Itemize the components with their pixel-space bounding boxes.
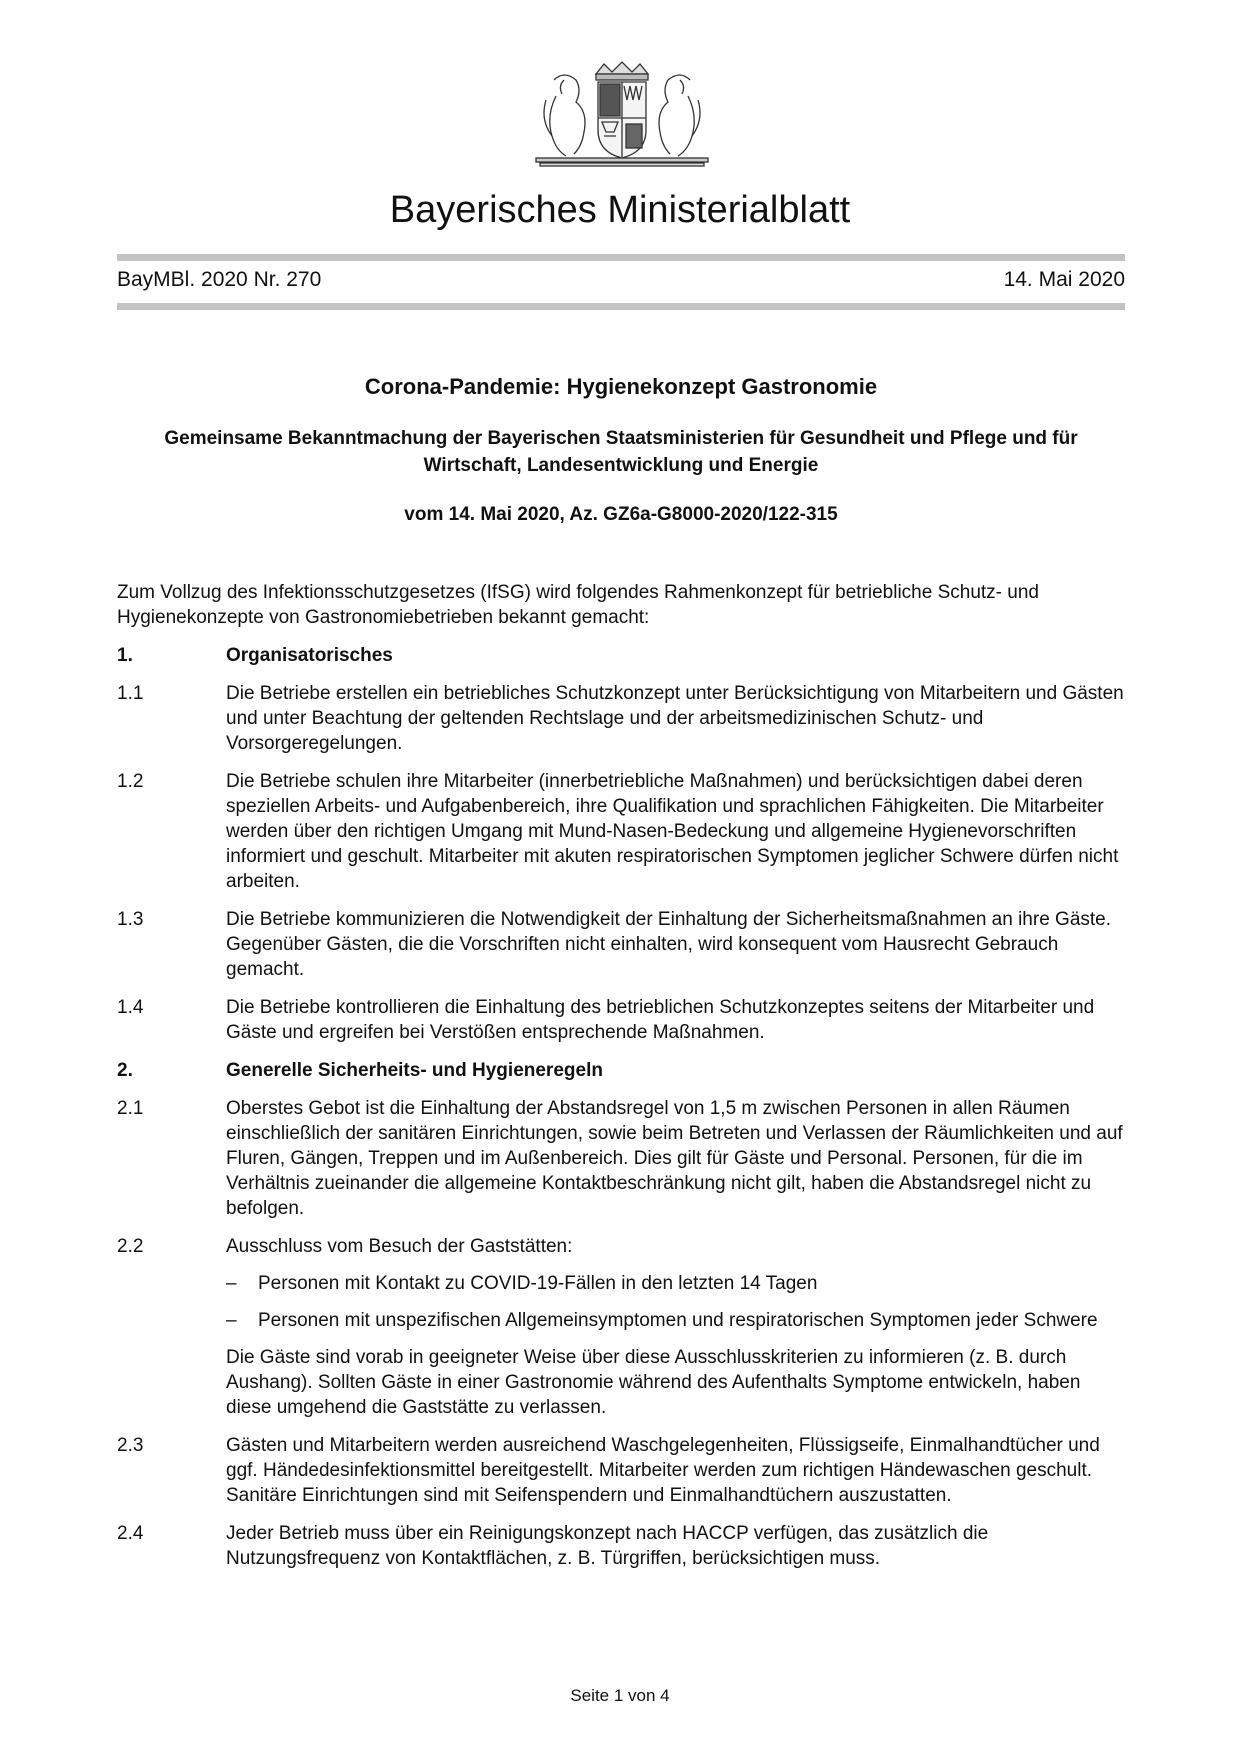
dash-bullet-icon: – — [226, 1310, 237, 1331]
paragraph-body — [226, 769, 1125, 894]
document-body — [117, 580, 1125, 1584]
dash-bullet-icon: – — [226, 1273, 237, 1294]
numbered-paragraph — [117, 1234, 1125, 1420]
paragraph-number: 2.1 — [117, 1098, 144, 1119]
numbered-paragraph — [117, 681, 1125, 756]
paragraph-text: Oberstes Gebot ist die Einhaltung der Abstandsregel von 1,5 m zwischen Personen in allen Räumen einschließlich der sanitären Einrichtungen, sowie beim Betreten und Verlassen der Räumlichkeiten und auf Fluren, Gängen, Treppen und im Außenbereich. Dies gilt für Gäste und Personal. Personen, für die im Verhältnis zueinander die allgemeine Kontaktbeschränkung nicht gilt, haben die Abstandsregel nicht zu befolgen. — [226, 1098, 1123, 1219]
numbered-paragraph — [117, 769, 1125, 894]
top-divider — [117, 254, 1125, 261]
issue-header — [117, 267, 1125, 293]
numbered-paragraph — [117, 1096, 1125, 1221]
numbered-paragraph — [117, 1521, 1125, 1571]
section-title: Generelle Sicherheits- und Hygieneregeln — [226, 1060, 603, 1081]
document-reference: vom 14. Mai 2020, Az. GZ6a-G8000-2020/122-315 — [404, 504, 838, 525]
intro-paragraph: Zum Vollzug des Infektionsschutzgesetzes (IfSG) wird folgendes Rahmenkonzept für betriebliche Schutz- und Hygienekonzepte von Gastronomiebetrieben bekannt gemacht: — [117, 582, 1039, 628]
issue-number: BayMBl. 2020 Nr. 270 — [117, 268, 322, 291]
subtitle-line: Wirtschaft, Landesentwicklung und Energie — [423, 455, 819, 476]
paragraph-number: 1.4 — [117, 997, 144, 1018]
sections — [117, 643, 1125, 1571]
paragraph-body — [226, 995, 1125, 1045]
numbered-paragraph — [117, 1433, 1125, 1508]
paragraph-text: Ausschluss vom Besuch der Gaststätten: — [226, 1236, 573, 1257]
paragraph-body — [226, 681, 1125, 756]
numbered-paragraph — [117, 995, 1125, 1045]
subtitle-line: Gemeinsame Bekanntmachung der Bayerischen Staatsministerien für Gesundheit und Pflege und für — [164, 428, 1078, 449]
paragraph-body — [226, 907, 1125, 982]
paragraph-number: 1.2 — [117, 771, 144, 792]
paragraph-number: 2.3 — [117, 1435, 144, 1456]
paragraph-body — [226, 1433, 1125, 1508]
section-title: Organisatorisches — [226, 645, 393, 666]
paragraph-number: 2.2 — [117, 1236, 144, 1257]
paragraph-text: Die Gäste sind vorab in geeigneter Weise über diese Ausschlusskriterien zu informieren (z. B. durch Aushang). Sollten Gäste in einer Gastronomie während des Aufenthalts Symptome entwickeln, haben diese umgehend die Gaststätte zu verlassen. — [226, 1347, 1081, 1418]
bavarian-coat-of-arms-icon — [534, 60, 710, 168]
paragraph-number: 1.3 — [117, 909, 144, 930]
bullet-text: Personen mit unspezifischen Allgemeinsymptomen und respiratorischen Symptomen jeder Schwere — [258, 1310, 1098, 1331]
page-number: Seite 1 von 4 — [570, 1686, 670, 1705]
paragraph-body — [226, 1521, 1125, 1571]
section-heading — [117, 1058, 1125, 1083]
paragraph-text: Die Betriebe schulen ihre Mitarbeiter (innerbetriebliche Maßnahmen) und berücksichtigen dabei deren speziellen Arbeits- und Aufgabenbereich, ihre Qualifikation und sprachlichen Fähigkeiten. Die Mitarbeiter werden über den richtigen Umgang mit Mund-Nasen-Bedeckung und allgemeine Hygienevorschriften informiert und geschult. Mitarbeiter mit akuten respiratorischen Symptomen jeglicher Schwere dürfen nicht arbeiten. — [226, 771, 1119, 892]
section-number: 1. — [117, 645, 133, 666]
bullet-item — [226, 1308, 1125, 1333]
document-title: Corona-Pandemie: Hygienekonzept Gastronomie — [364, 374, 878, 399]
paragraph-number: 1.1 — [117, 683, 144, 704]
section-number: 2. — [117, 1060, 133, 1081]
paragraph-text: Die Betriebe erstellen ein betriebliches Schutzkonzept unter Berücksichtigung von Mitarbeitern und Gästen und unter Beachtung der geltenden Rechtslage und der arbeitsmedizinischen Schutz- und Vorsorgeregelungen. — [226, 683, 1124, 754]
numbered-paragraph — [117, 907, 1125, 982]
paragraph-text: Die Betriebe kommunizieren die Notwendigkeit der Einhaltung der Sicherheitsmaßnahmen an ihre Gäste. Gegenüber Gästen, die die Vorschriften nicht einhalten, wird konsequent vom Hausrecht Gebrauch gemacht. — [226, 909, 1112, 980]
bottom-divider — [117, 303, 1125, 310]
issue-date: 14. Mai 2020 — [1003, 268, 1125, 291]
document-subtitle — [117, 425, 1125, 479]
paragraph-text: Jeder Betrieb muss über ein Reinigungskonzept nach HACCP verfügen, das zusätzlich die Nutzungsfrequenz von Kontaktflächen, z. B. Türgriffen, berücksichtigen muss. — [226, 1523, 989, 1569]
paragraph-text: Die Betriebe kontrollieren die Einhaltung des betrieblichen Schutzkonzeptes seitens der Mitarbeiter und Gäste und ergreifen bei Verstößen entsprechende Maßnahmen. — [226, 997, 1095, 1043]
section-heading — [117, 643, 1125, 668]
bullet-text: Personen mit Kontakt zu COVID-19-Fällen in den letzten 14 Tagen — [258, 1273, 818, 1294]
paragraph-body — [226, 1096, 1125, 1221]
paragraph-number: 2.4 — [117, 1523, 144, 1544]
bullet-item — [226, 1271, 1125, 1296]
masthead-title: Bayerisches Ministerialblatt — [389, 189, 851, 231]
paragraph-body — [226, 1234, 1125, 1420]
paragraph-text: Gästen und Mitarbeitern werden ausreichend Waschgelegenheiten, Flüssigseife, Einmalhandtücher und ggf. Händedesinfektionsmittel bereitgestellt. Mitarbeiter werden zum richtigen Händewaschen geschult. Sanitäre Einrichtungen sind mit Seifenspendern und Einmalhandtüchern auszustatten. — [226, 1435, 1100, 1506]
